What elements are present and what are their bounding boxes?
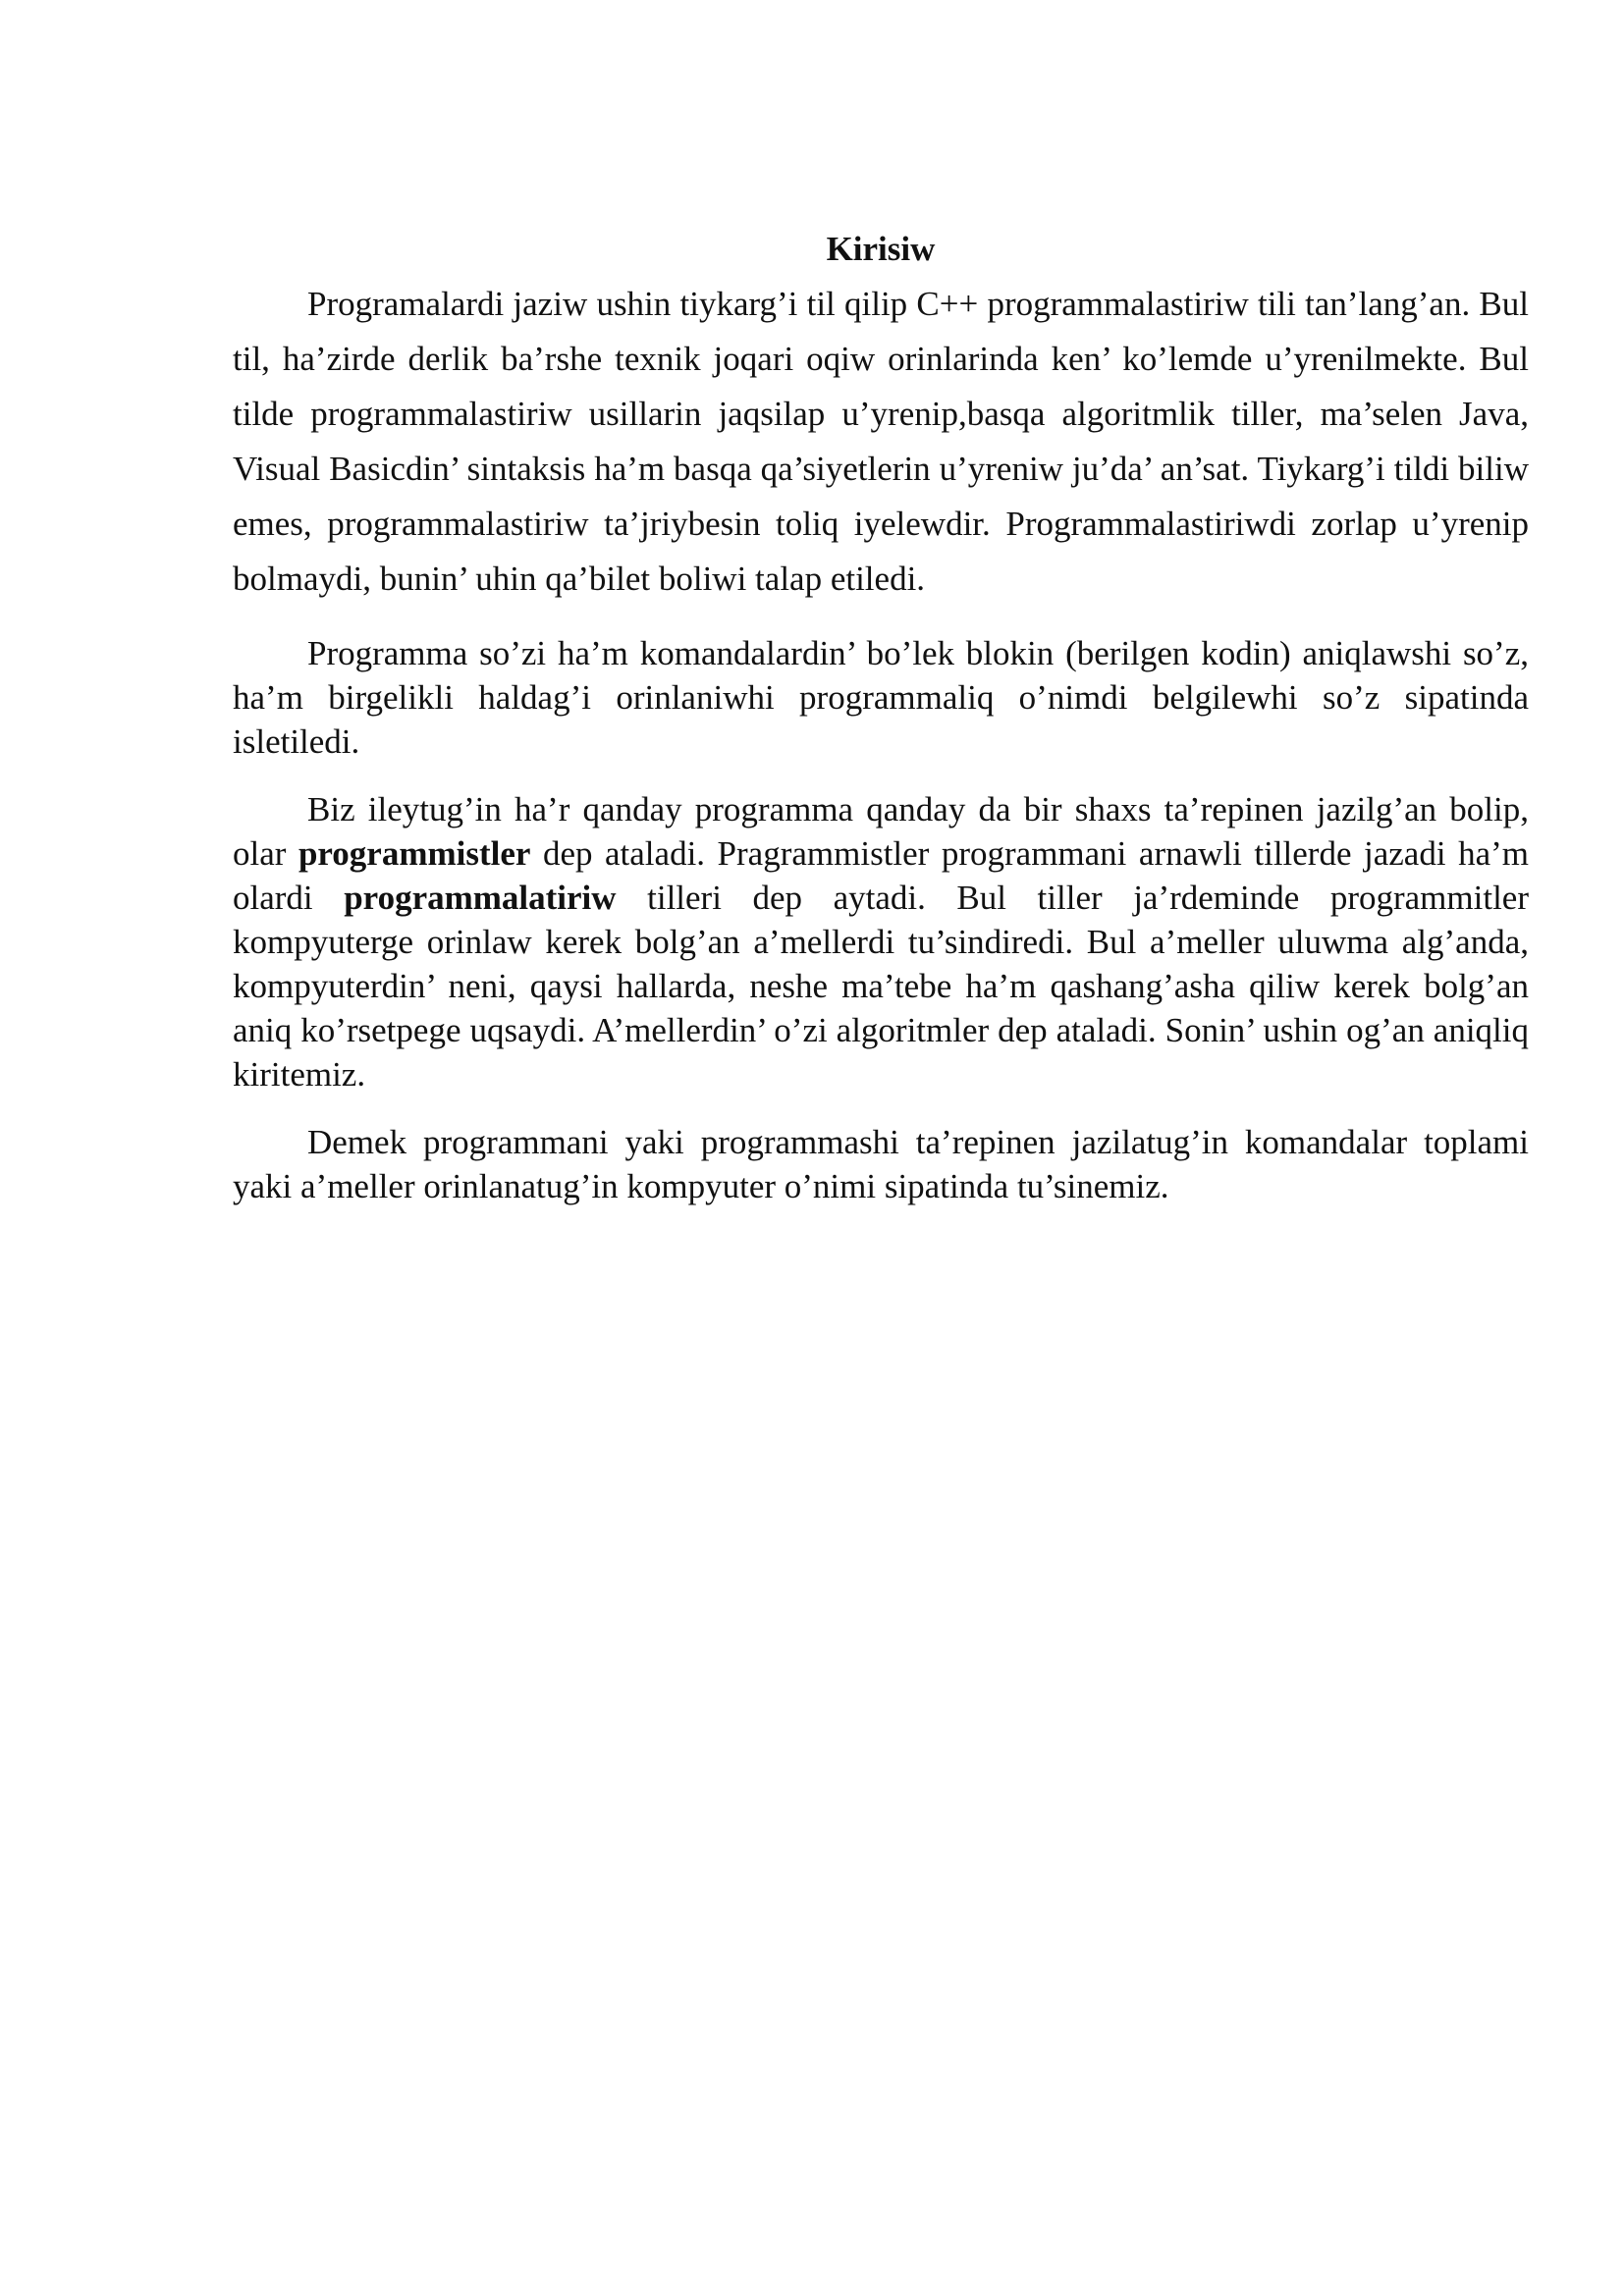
paragraph-intro: Programalardi jaziw ushin tiykarg’i til qilip C++ programmalastiriw tili tan’lang’an. Bul til, ha’zirde derlik ba’rshe texnik joqari oqiw orinlarinda ken’ ko’lemde u’yrenilmekte. Bul tilde programmalastiriw usillarin jaqsilap u’yrenip,basqa algoritmlik tiller, ma’selen Java, Visual Basicdin’ sintaksis ha’m basqa qa’siyetlerin u’yreniw ju’da’ an’sat. Tiykarg’i tildi biliw emes, programmalastiriw ta’jriybesin toliq iyelewdir. Programmalastiriwdi zorlap u’yrenip bolmaydi, bunin’ uhin qa’bilet boliwi talap etiledi. [233,285,1529,598]
document-body [233,224,1529,1208]
paragraph-conclusion: Demek programmani yaki programmashi ta’repinen jazilatug’in komandalar toplami yaki a’meller orinlanatug’in kompyuter o’nimi sipatinda tu’sinemiz. [233,1123,1529,1205]
bold-term-programmalatiriw: programmalatiriw [344,879,617,917]
page-title: Kirisiw [826,230,936,268]
bold-term-programmistler: programmistler [298,834,531,873]
paragraph-programmers [233,787,1529,1096]
paragraph-programma-definition: Programma so’zi ha’m komandalardin’ bo’lek blokin (berilgen kodin) aniqlawshi so’z, ha’m birgelikli haldag’i orinlaniwhi programmaliq o’nimdi belgilewhi so’z sipatinda isletiledi. [233,634,1529,761]
paragraph-text-segment: Biz ileytug’in ha’r qanday programma qanday da bir shaxs ta’repinen jazilg’an bolip, olar [233,790,1529,873]
paragraph-text-segment: dep ataladi. Pragrammistler programmani arnawli tillerde jazadi ha’m olardi [233,834,1529,917]
paragraph-text-segment: tilleri dep aytadi. Bul tiller ja’rdeminde programmitler kompyuterge orinlaw kerek bolg’an a’mellerdi tu’sindiredi. Bul a’meller uluwma alg’anda, kompyuterdin’ neni, qaysi hallarda, neshe ma’tebe ha’m qashang’asha qiliw kerek bolg’an aniq ko’rsetpege uqsaydi. A’mellerdin’ o’zi algoritmler dep ataladi. Sonin’ ushin og’an aniqliq kiritemiz. [233,879,1529,1094]
